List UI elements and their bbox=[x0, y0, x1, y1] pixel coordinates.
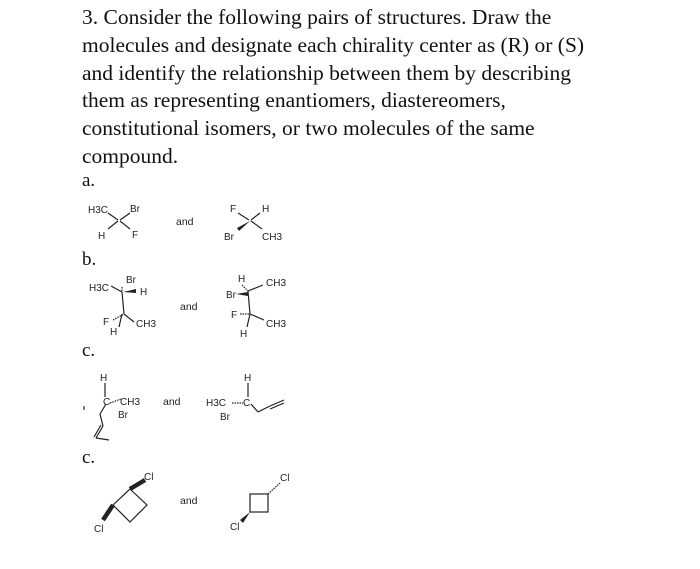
molecule-c-left bbox=[84, 373, 140, 440]
atom-label: H3C bbox=[88, 205, 109, 216]
connector-and: and bbox=[180, 301, 198, 313]
part-d-label: c. bbox=[82, 447, 96, 468]
part-a-label: a. bbox=[82, 170, 96, 191]
molecule-a-right bbox=[224, 204, 282, 243]
atom-label: H3C bbox=[206, 398, 227, 409]
atom-label: Cl bbox=[144, 472, 154, 483]
atom-label: F bbox=[230, 204, 237, 215]
question-line-3: and identify the relationship between them by describing bbox=[82, 60, 571, 85]
atom-label: CH3 bbox=[266, 319, 287, 330]
atom-label: Br bbox=[224, 232, 234, 243]
atom-label: H bbox=[244, 373, 252, 384]
atom-label: Br bbox=[130, 204, 140, 215]
atom-label: H bbox=[110, 327, 118, 338]
atom-label: Br bbox=[220, 412, 230, 423]
molecule-a-left bbox=[88, 204, 141, 242]
atom-label: H bbox=[262, 204, 270, 215]
atom-label: H bbox=[238, 274, 246, 285]
atom-label: Cl bbox=[94, 524, 104, 535]
atom-label: C bbox=[103, 397, 111, 408]
molecule-b-right bbox=[226, 274, 286, 340]
question-line-4: them as representing enantiomers, diastereomers, bbox=[82, 88, 506, 113]
atom-label: Br bbox=[126, 275, 136, 286]
atom-label: H bbox=[140, 287, 148, 298]
question-line-1: 3. Consider the following pairs of structures. Draw the bbox=[82, 5, 552, 29]
atom-label: CH3 bbox=[136, 319, 157, 330]
part-c-label: c. bbox=[82, 340, 96, 361]
atom-label: H3C bbox=[89, 283, 110, 294]
molecule-d-right bbox=[230, 473, 289, 533]
molecule-d-left bbox=[94, 472, 153, 535]
atom-label: CH3 bbox=[266, 278, 287, 289]
atom-label: Br bbox=[118, 410, 128, 421]
question-line-5: constitutional isomers, or two molecules of the same bbox=[82, 116, 535, 141]
molecule-b-left bbox=[89, 275, 156, 338]
atom-label: CH3 bbox=[262, 232, 283, 243]
atom-label: C bbox=[243, 398, 251, 409]
atom-label: F bbox=[103, 317, 110, 328]
atom-label: CH3 bbox=[120, 397, 141, 408]
atom-label: Br bbox=[226, 290, 236, 301]
part-b-label: b. bbox=[82, 249, 97, 270]
atom-label: F bbox=[231, 310, 238, 321]
atom-label: Cl bbox=[280, 473, 290, 484]
molecule-c-right bbox=[206, 373, 284, 423]
connector-and: and bbox=[176, 216, 194, 228]
atom-label: F bbox=[132, 230, 139, 241]
connector-and: and bbox=[180, 495, 198, 507]
question-line-6: compound. bbox=[82, 143, 179, 168]
atom-label: H bbox=[240, 329, 248, 340]
atom-label: H bbox=[98, 231, 106, 242]
atom-label: Cl bbox=[230, 522, 240, 533]
question-line-2: molecules and designate each chirality center as (R) or (S) bbox=[82, 32, 585, 57]
connector-and: and bbox=[163, 396, 181, 408]
atom-label: H bbox=[100, 373, 108, 384]
